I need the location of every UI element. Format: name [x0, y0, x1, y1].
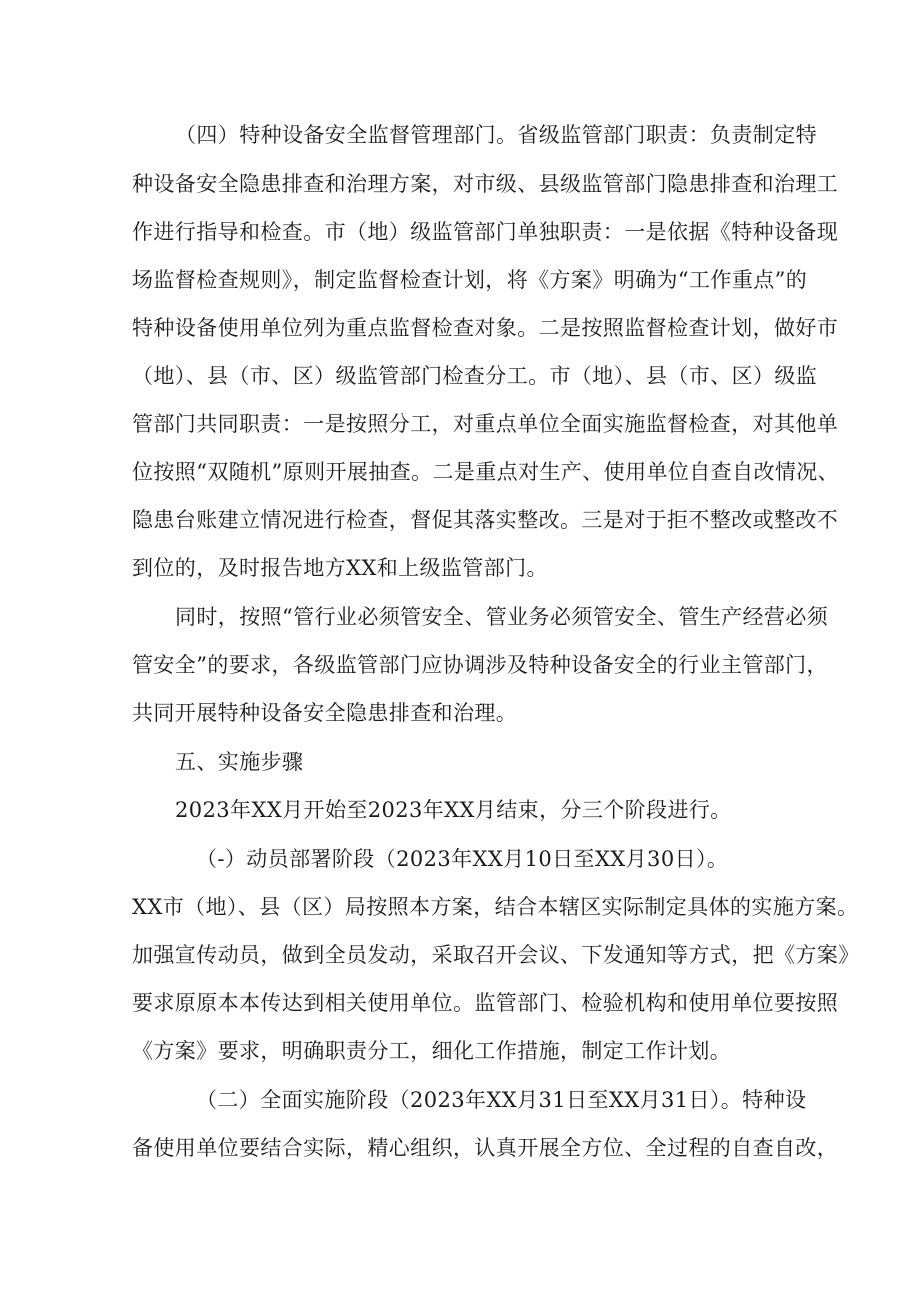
section-heading: 五、实施步骤: [175, 750, 304, 774]
text-line: 种设备安全隐患排查和治理方案，对市级、县级监管部门隐患排查和治理工: [132, 172, 839, 196]
text-line: XX市（地）、县（区）局按照本方案，结合本辖区实际制定具体的实施方案。: [132, 895, 859, 919]
text-line: 到位的，及时报告地方XX和上级监管部门。: [132, 556, 548, 580]
text-line: 管安全”的要求，各级监管部门应协调涉及特种设备安全的行业主管部门，: [132, 653, 828, 677]
text-line: 场监督检查规则》，制定监督检查计划，将《方案》明确为“工作重点”的: [132, 268, 808, 292]
text-line: （二）全面实施阶段（2023年XX月31日至XX月31日）。特种设: [196, 1088, 807, 1112]
text-line: 特种设备使用单位列为重点监督检查对象。二是按照监督检查计划，做好市: [132, 316, 839, 340]
text-line: 管部门共同职责：一是按照分工，对重点单位全面实施监督检查，对其他单: [132, 412, 839, 436]
subheading-mobilization: （-）动员部署阶段（2023年XX月10日至XX月30日）。: [196, 847, 729, 871]
text-line: 作进行指导和检查。市（地）级监管部门单独职责：一是依据《特种设备现: [132, 220, 839, 244]
text-line: 备使用单位要结合实际，精心组织，认真开展全方位、全过程的自查自改，: [132, 1136, 839, 1160]
text-line: 加强宣传动员，做到全员发动，采取召开会议、下发通知等方式，把《方案》: [132, 943, 860, 967]
text-line: 共同开展特种设备安全隐患排查和治理。: [132, 701, 518, 725]
text-line: （地）、县（市、区）级监管部门检查分工。市（地）、县（市、区）级监: [132, 364, 818, 388]
text-line: 位按照“双随机”原则开展抽查。二是重点对生产、使用单位自查自改情况、: [132, 460, 840, 484]
text-line: 隐患台账建立情况进行检查，督促其落实整改。三是对于拒不整改或整改不: [132, 508, 839, 532]
text-line: 要求原原本本传达到相关使用单位。监管部门、检验机构和使用单位要按照: [132, 991, 839, 1015]
text-line: 《方案》要求，明确职责分工，细化工作措施，制定工作计划。: [132, 1039, 732, 1063]
text-line: 同时，按照“管行业必须管安全、管业务必须管安全、管生产经营必须: [175, 605, 829, 629]
timeline-paragraph: 2023年XX月开始至2023年XX月结束，分三个阶段进行。: [175, 798, 732, 822]
text-line: （四）特种设备安全监督管理部门。省级监管部门职责：负责制定特: [175, 123, 817, 147]
